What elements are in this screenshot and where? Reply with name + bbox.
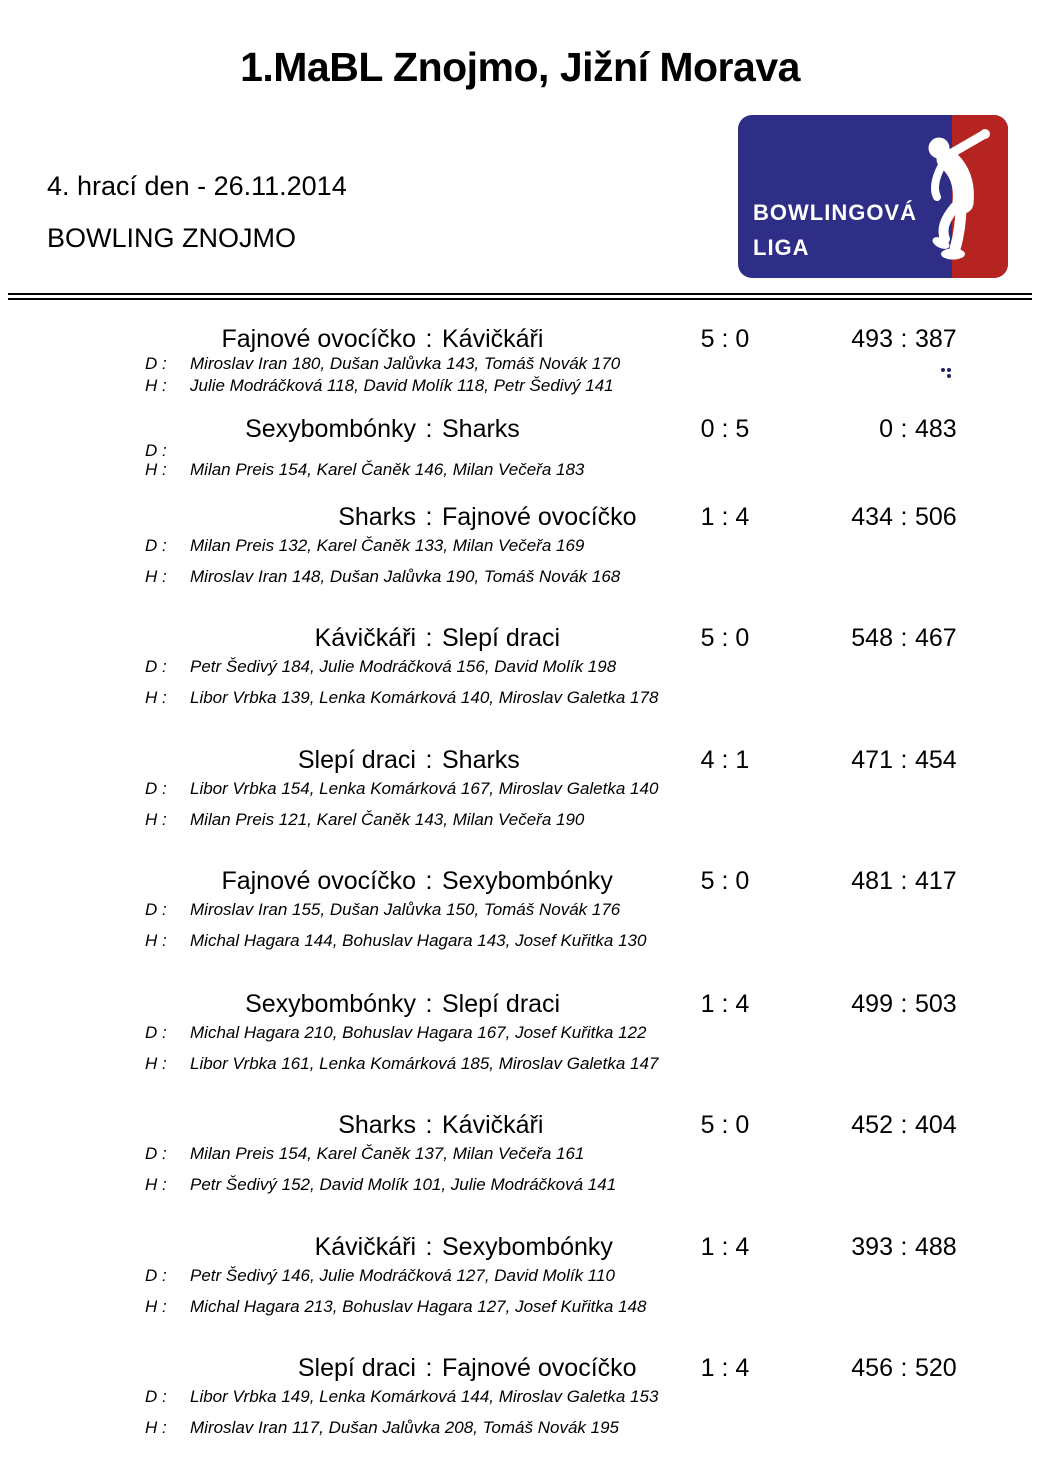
separator-line: [8, 293, 1032, 300]
home-players-row: [0, 1266, 1040, 1288]
pins-home: 452: [851, 1111, 893, 1139]
away-team: Kávičkáři: [442, 1111, 544, 1139]
home-team: Fajnové ovocíčko: [221, 325, 416, 353]
team-colon: :: [425, 415, 433, 443]
d-label: D :: [145, 354, 167, 373]
pins-colon: :: [900, 990, 908, 1018]
home-players: Milan Preis 132, Karel Čaněk 133, Milan Večeřa 169: [190, 536, 585, 555]
away-players: Michal Hagara 213, Bohuslav Hagara 127, Josef Kuřitka 148: [190, 1297, 647, 1316]
team-colon: :: [425, 1111, 433, 1139]
away-players-row: [0, 376, 1040, 398]
home-team: Sharks: [338, 503, 416, 531]
home-players: Petr Šedivý 146, Julie Modráčková 127, David Molík 110: [190, 1266, 615, 1285]
match-row: [0, 624, 1040, 716]
away-team: Sharks: [442, 415, 520, 443]
team-colon: :: [425, 990, 433, 1018]
h-label: H :: [145, 460, 167, 479]
home-team: Sexybombónky: [245, 990, 416, 1018]
match-row: [0, 1354, 1040, 1446]
cba-label: ČBA: [961, 360, 1008, 382]
pins-colon: :: [900, 415, 908, 443]
away-team: Kávičkáři: [442, 325, 544, 353]
match-row: [0, 746, 1040, 838]
home-players-row: [0, 536, 1040, 558]
d-label: D :: [145, 1387, 167, 1406]
team-colon: :: [425, 1354, 433, 1382]
pins-away: 520: [915, 1354, 957, 1382]
pins-colon: :: [900, 325, 908, 353]
h-label: H :: [145, 810, 167, 829]
h-label: H :: [145, 1297, 167, 1316]
h-label: H :: [145, 1054, 167, 1073]
d-label: D :: [145, 657, 167, 676]
match-header: [0, 624, 1040, 654]
home-players: Libor Vrbka 149, Lenka Komárková 144, Miroslav Galetka 153: [190, 1387, 659, 1406]
h-label: H :: [145, 688, 167, 707]
pins-colon: :: [900, 1233, 908, 1261]
match-points: 5 : 0: [700, 1111, 750, 1139]
d-label: D :: [145, 1266, 167, 1285]
match-points: 5 : 0: [700, 624, 750, 652]
match-row: [0, 415, 1040, 507]
home-players: Libor Vrbka 154, Lenka Komárková 167, Miroslav Galetka 140: [190, 779, 659, 798]
away-team: Slepí draci: [442, 624, 561, 652]
home-team: Sharks: [338, 1111, 416, 1139]
away-players: Miroslav Iran 117, Dušan Jalůvka 208, Tomáš Novák 195: [190, 1418, 620, 1437]
match-points: 1 : 4: [700, 503, 750, 531]
away-players-row: [0, 931, 1040, 953]
home-team: Kávičkáři: [314, 1233, 416, 1261]
home-players: Miroslav Iran 180, Dušan Jalůvka 143, Tomáš Novák 170: [190, 354, 621, 373]
pins-home: 493: [851, 325, 893, 353]
pins-away: 488: [915, 1233, 957, 1261]
pins-away: 417: [915, 867, 957, 895]
home-team: Kávičkáři: [314, 624, 416, 652]
away-players: Libor Vrbka 139, Lenka Komárková 140, Miroslav Galetka 178: [190, 688, 659, 707]
pins-home: 481: [851, 867, 893, 895]
team-colon: :: [425, 624, 433, 652]
home-players-row: [0, 1387, 1040, 1409]
away-players: Petr Šedivý 152, David Molík 101, Julie Modráčková 141: [190, 1175, 617, 1194]
away-players-row: [0, 1175, 1040, 1197]
team-colon: :: [425, 867, 433, 895]
away-players-row: [0, 460, 1040, 482]
pins-colon: :: [900, 624, 908, 652]
d-label: D :: [145, 536, 167, 555]
match-points: 4 : 1: [700, 746, 750, 774]
home-players-row: [0, 354, 1040, 376]
d-label: D :: [145, 441, 167, 460]
pins-home: 471: [851, 746, 893, 774]
match-points: 5 : 0: [700, 325, 750, 353]
d-label: D :: [145, 779, 167, 798]
h-label: H :: [145, 567, 167, 586]
home-players: Miroslav Iran 155, Dušan Jalůvka 150, Tomáš Novák 176: [190, 900, 621, 919]
d-label: D :: [145, 900, 167, 919]
home-players-row: [0, 779, 1040, 801]
bowler-silhouette-icon: [915, 127, 1010, 272]
pins-home: 456: [851, 1354, 893, 1382]
pins-home: 499: [851, 990, 893, 1018]
match-header: [0, 503, 1040, 533]
pins-colon: :: [900, 1354, 908, 1382]
home-players-row: [0, 1144, 1040, 1166]
away-team: Sexybombónky: [442, 867, 613, 895]
home-team: Slepí draci: [297, 1354, 416, 1382]
pins-away: 404: [915, 1111, 957, 1139]
h-label: H :: [145, 1418, 167, 1437]
away-players: Michal Hagara 144, Bohuslav Hagara 143, Josef Kuřitka 130: [190, 931, 647, 950]
home-players-row: [0, 657, 1040, 679]
away-team: Sharks: [442, 746, 520, 774]
away-team: Sexybombónky: [442, 1233, 613, 1261]
pins-away: 506: [915, 503, 957, 531]
pins-away: 467: [915, 624, 957, 652]
match-row: [0, 1111, 1040, 1203]
d-label: D :: [145, 1144, 167, 1163]
match-header: [0, 746, 1040, 776]
pins-colon: :: [900, 867, 908, 895]
match-header: [0, 867, 1040, 897]
match-points: 1 : 4: [700, 1233, 750, 1261]
match-points: 5 : 0: [700, 867, 750, 895]
match-points: 1 : 4: [700, 1354, 750, 1382]
away-players: Miroslav Iran 148, Dušan Jalůvka 190, Tomáš Novák 168: [190, 567, 621, 586]
d-label: D :: [145, 1023, 167, 1042]
logo-wordmark: [753, 195, 917, 265]
pins-away: 454: [915, 746, 957, 774]
home-team: Sexybombónky: [245, 415, 416, 443]
match-header: [0, 1354, 1040, 1384]
h-label: H :: [145, 376, 167, 395]
away-players-row: [0, 1297, 1040, 1319]
away-players-row: [0, 1054, 1040, 1076]
match-row: [0, 1233, 1040, 1325]
pins-away: 503: [915, 990, 957, 1018]
home-team: Fajnové ovocíčko: [221, 867, 416, 895]
home-team: Slepí draci: [297, 746, 416, 774]
pins-away: 387: [915, 325, 957, 353]
match-row: [0, 325, 1040, 417]
logo-line2: LIGA: [753, 235, 810, 260]
pins-home: 0: [879, 415, 893, 443]
home-players: Petr Šedivý 184, Julie Modráčková 156, David Molík 198: [190, 657, 617, 676]
team-colon: :: [425, 503, 433, 531]
pins-home: 393: [851, 1233, 893, 1261]
match-points: 1 : 4: [700, 990, 750, 1018]
away-players: Milan Preis 121, Karel Čaněk 143, Milan Večeřa 190: [190, 810, 585, 829]
logo-line1: BOWLINGOVÁ: [753, 200, 917, 225]
pins-home: 434: [851, 503, 893, 531]
away-team: Fajnové ovocíčko: [442, 503, 637, 531]
away-players: Julie Modráčková 118, David Molík 118, Petr Šedivý 141: [190, 376, 614, 395]
home-players: Milan Preis 154, Karel Čaněk 137, Milan Večeřa 161: [190, 1144, 585, 1163]
home-players-row: [0, 1023, 1040, 1045]
h-label: H :: [145, 1175, 167, 1194]
home-players-row: [0, 900, 1040, 922]
page-title: 1.MaBL Znojmo, Jižní Morava: [240, 44, 800, 90]
match-row: [0, 503, 1040, 595]
home-players: Michal Hagara 210, Bohuslav Hagara 167, Josef Kuřitka 122: [190, 1023, 647, 1042]
team-colon: :: [425, 746, 433, 774]
team-colon: :: [425, 325, 433, 353]
away-players: Milan Preis 154, Karel Čaněk 146, Milan Večeřa 183: [190, 460, 585, 479]
pins-home: 548: [851, 624, 893, 652]
match-header: [0, 325, 1040, 355]
match-header: [0, 1233, 1040, 1263]
away-team: Slepí draci: [442, 990, 561, 1018]
match-header: [0, 990, 1040, 1020]
away-players-row: [0, 1418, 1040, 1440]
away-players: Libor Vrbka 161, Lenka Komárková 185, Miroslav Galetka 147: [190, 1054, 659, 1073]
match-row: [0, 990, 1040, 1082]
h-label: H :: [145, 931, 167, 950]
match-points: 0 : 5: [700, 415, 750, 443]
venue-name: BOWLING ZNOJMO: [47, 223, 296, 253]
away-team: Fajnové ovocíčko: [442, 1354, 637, 1382]
match-header: [0, 1111, 1040, 1141]
away-players-row: [0, 688, 1040, 710]
pins-colon: :: [900, 503, 908, 531]
away-players-row: [0, 567, 1040, 589]
pins-colon: :: [900, 746, 908, 774]
team-colon: :: [425, 1233, 433, 1261]
away-players-row: [0, 810, 1040, 832]
pins-away: 483: [915, 415, 957, 443]
match-row: [0, 867, 1040, 959]
match-day-label: 4. hrací den - 26.11.2014: [47, 171, 347, 201]
pins-colon: :: [900, 1111, 908, 1139]
